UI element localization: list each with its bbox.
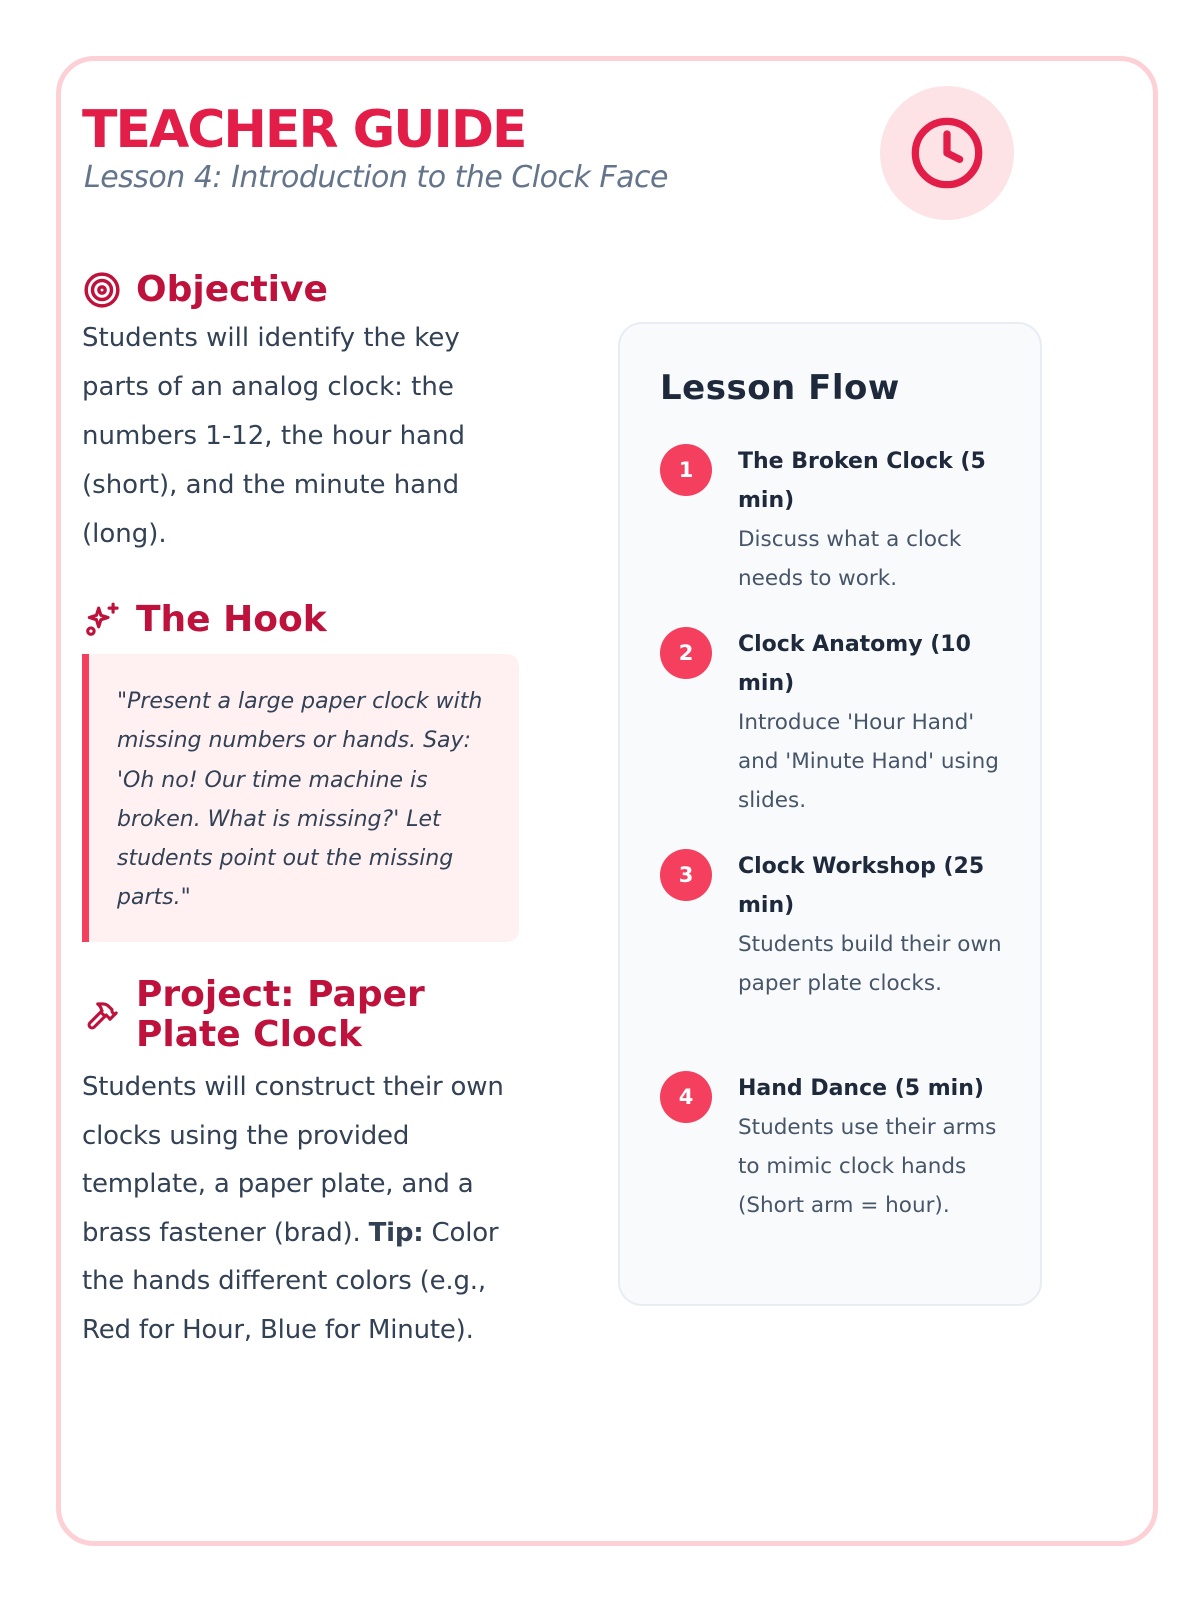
- hook-heading: [82, 600, 530, 640]
- clock-badge: [880, 86, 1014, 220]
- objective-heading-label: Objective: [136, 269, 328, 310]
- step-description: Students build their own paper plate clocks.: [738, 932, 1002, 996]
- page-subtitle: Lesson 4: Introduction to the Clock Face: [84, 160, 668, 195]
- hammer-icon: [82, 995, 122, 1035]
- lesson-flow-title: Lesson Flow: [660, 368, 900, 408]
- step-description: Students use their arms to mimic clock hands (Short arm = hour).: [738, 1115, 997, 1218]
- hook-quote: "Present a large paper clock with missing numbers or hands. Say: 'Oh no! Our time machine is broken. What is missing?' Let students point out the missing parts.": [82, 654, 519, 942]
- project-text-before: Students will construct their own clocks using the provided template, a paper plate, and a brass fastener (brad).: [82, 1072, 504, 1248]
- objective-heading: [82, 270, 530, 310]
- project-section: [82, 975, 530, 1354]
- tip-label: Tip:: [368, 1217, 424, 1248]
- step-name: Clock Anatomy (10 min): [738, 632, 971, 696]
- step-number-badge: 3: [660, 849, 712, 901]
- step-name: Clock Workshop (25 min): [738, 854, 985, 918]
- project-text-after: Color the hands different colors (e.g., Red for Hour, Blue for Minute).: [82, 1217, 499, 1345]
- project-text: [82, 1063, 530, 1354]
- lesson-flow-panel: [618, 322, 1042, 1306]
- project-heading-label: Project: Paper Plate Clock: [136, 974, 425, 1055]
- page-title: TEACHER GUIDE: [82, 100, 526, 160]
- clock-icon: [909, 115, 985, 191]
- project-heading: [82, 975, 530, 1055]
- hook-heading-label: The Hook: [136, 599, 327, 640]
- target-icon: [82, 270, 122, 310]
- step-number-badge: 1: [660, 444, 712, 496]
- step-number-badge: 2: [660, 627, 712, 679]
- step-name: The Broken Clock (5 min): [738, 449, 986, 513]
- hook-section: [82, 600, 530, 942]
- step-name: Hand Dance (5 min): [738, 1076, 984, 1101]
- step-number-badge: 4: [660, 1071, 712, 1123]
- objective-text: Students will identify the key parts of an analog clock: the numbers 1-12, the hour hand (short), and the minute hand (long).: [82, 323, 465, 549]
- step-description: Introduce 'Hour Hand' and 'Minute Hand' using slides.: [738, 710, 999, 813]
- objective-section: [82, 270, 530, 559]
- sparkles-icon: [82, 600, 122, 640]
- step-description: Discuss what a clock needs to work.: [738, 527, 962, 591]
